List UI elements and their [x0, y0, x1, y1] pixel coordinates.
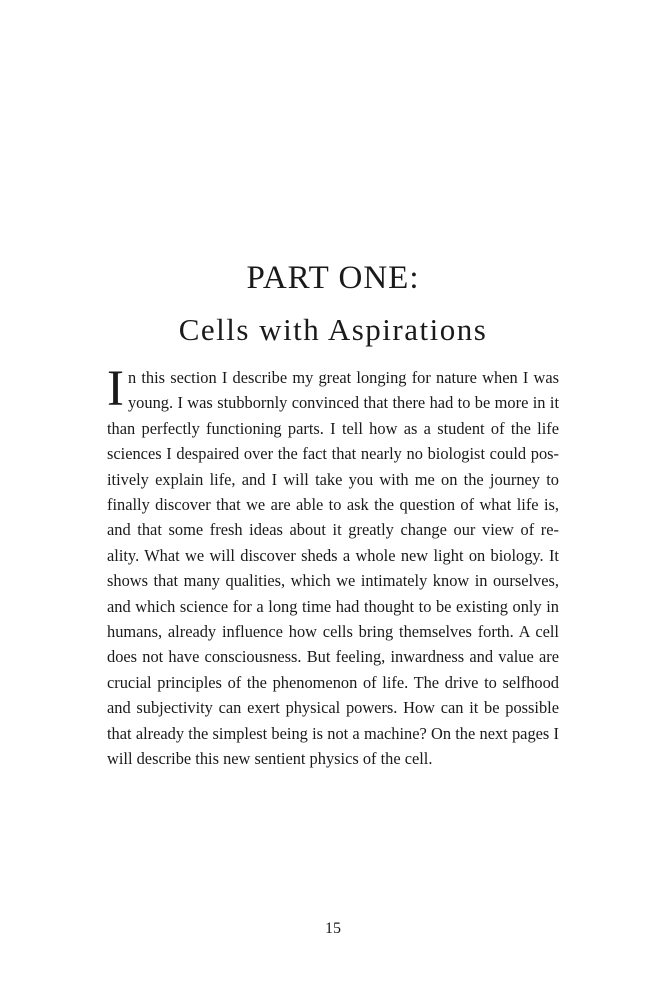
drop-cap: I: [107, 361, 124, 417]
paragraph-text: n this section I describe my great longing for nature when I was young. I was stubbornly convinced that there had to be more in it than perfectly functioning parts. I tell how as a student of the life sciences I despaired over the fact that nearly no biologist could pos-itively explain life, and I will take you with me on the journey to finally discover that we are able to ask the question of what life is, and that some fresh ideas about it greatly change our view of re-ality. What we will discover sheds a whole new light on biology. It shows that many qualities, which we intimately know in ourselves, and which science for a long time had thought to be existing only in humans, already influence how cells bring themselves forth. A cell does not have consciousness. But feeling, inwardness and value are crucial principles of the phenomenon of life. The drive to selfhood and subjectivity can exert physical powers. How can it be possible that already the simplest being is not a machine? On the next pages I will describe this new sentient physics of the cell.: [107, 368, 559, 769]
part-title: Cells with Aspirations: [178, 312, 488, 347]
part-label: PART ONE:: [246, 260, 420, 296]
page-number: 15: [325, 920, 341, 937]
intro-paragraph: [107, 361, 559, 772]
